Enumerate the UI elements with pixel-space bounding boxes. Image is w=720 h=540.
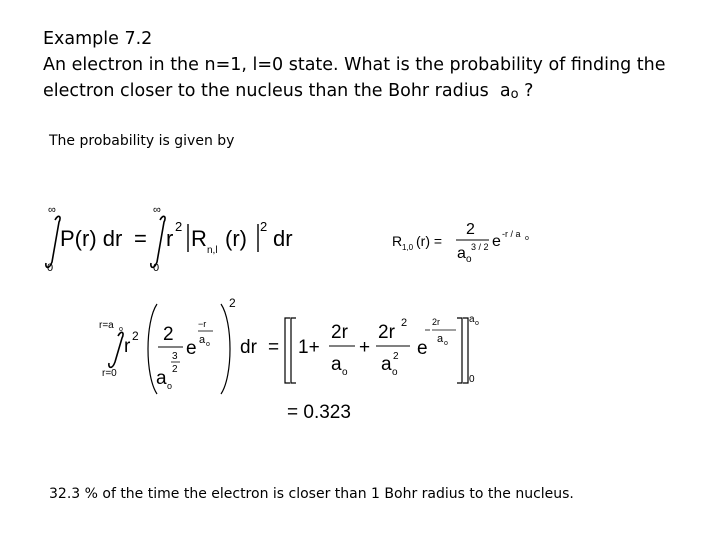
numerator-2: 2: [163, 324, 174, 345]
r10-numerator: 2: [466, 221, 475, 238]
exponent-2r-denominator-sub: o: [444, 340, 448, 347]
exponential-e: e: [186, 338, 197, 359]
integral-1-lower-limit: 0: [47, 262, 54, 274]
integral-2-upper-limit: ∞: [153, 204, 161, 216]
two-r-squared-numerator: 2r: [378, 322, 395, 343]
squared-exponent: 2: [229, 296, 236, 310]
upper-limit-r-equals: r=a: [99, 320, 114, 331]
question-line-1: An electron in the n=1, l=0 state. What is the probability of finding the: [43, 55, 666, 75]
question-line-2-text: electron closer to the nucleus than the Bohr radius a: [43, 81, 511, 101]
equals-sign-2: =: [268, 337, 280, 358]
integral-sign-2: [151, 216, 165, 267]
probability-integral-equation: [46, 204, 293, 274]
r10-exponent: -r / a: [502, 229, 521, 239]
integral-2-lower-limit: 0: [153, 262, 160, 274]
abs-squared-exponent: 2: [260, 219, 268, 234]
left-bracket-outer: [285, 318, 290, 383]
exponent-2r: 2r: [432, 317, 441, 327]
evaluation-upper-sub: o: [475, 320, 479, 327]
r10-denominator-sub: o: [466, 254, 472, 265]
dr-differential: dr: [273, 226, 293, 251]
radial-function-subscript: n,l: [207, 245, 218, 256]
question-line-2-end: ?: [518, 81, 534, 101]
integral-sign-1: [46, 216, 60, 267]
integral-sign-3: [109, 332, 123, 367]
right-bracket-inner: [457, 318, 462, 383]
left-bracket-inner: [291, 318, 296, 383]
denominator-exponent-2: 2: [172, 364, 178, 375]
probability-evaluation: [99, 296, 479, 423]
a-squared-denominator-sub: o: [392, 367, 398, 378]
exponent-2r-denominator-a: a: [437, 333, 444, 345]
denominator-exponent-3: 3: [172, 351, 178, 362]
right-bracket-outer: [463, 318, 468, 383]
denominator-a: a: [156, 368, 167, 389]
r-variable-2: r: [124, 336, 131, 357]
exponent-a: a: [199, 334, 206, 346]
two-r-numerator: 2r: [331, 322, 348, 343]
r10-denominator-exponent: 3 / 2: [471, 242, 489, 252]
lower-limit-r-equals-zero: r=0: [102, 368, 117, 379]
conclusion-text: 32.3 % of the time the electron is closer than 1 Bohr radius to the nucleus.: [49, 486, 574, 502]
radial-function-r: R: [191, 226, 207, 251]
one-plus: 1+: [298, 337, 320, 358]
p-of-r-dr: P(r) dr: [60, 226, 123, 251]
a-squared-denominator: a: [381, 354, 392, 375]
plus-sign: +: [359, 337, 371, 358]
upper-limit-sub: o: [119, 326, 123, 333]
two-r-denominator-sub: o: [342, 367, 348, 378]
evaluation-lower-zero: 0: [469, 374, 475, 385]
r10-denominator-a: a: [457, 245, 466, 262]
bohr-radius-subscript: o: [510, 87, 519, 102]
evaluation-upper-a: a: [469, 314, 475, 325]
a-squared-denominator-exponent: 2: [393, 351, 399, 362]
radial-wavefunction-definition: [392, 221, 529, 265]
exponential-e-2: e: [417, 338, 428, 359]
example-heading: Example 7.2: [43, 29, 153, 49]
dr-differential-2: dr: [240, 337, 257, 358]
r-variable: r: [166, 226, 174, 251]
integral-1-upper-limit: ∞: [48, 204, 56, 216]
equals-sign-1: =: [134, 226, 147, 251]
r-squared-exponent-2: 2: [132, 329, 139, 343]
two-r-squared-exponent: 2: [401, 317, 408, 329]
r-squared-exponent: 2: [175, 219, 183, 234]
denominator-a-sub: o: [167, 381, 173, 391]
r10-exponential-e: e: [492, 233, 501, 250]
two-r-denominator-a: a: [331, 354, 342, 375]
r10-exponent-sub: o: [525, 235, 529, 242]
intro-text: The probability is given by: [49, 133, 235, 149]
radial-function-argument: (r): [225, 226, 247, 251]
exponent-a-sub: o: [206, 341, 210, 348]
r10-label: R: [392, 233, 403, 249]
numerical-result: = 0.323: [287, 402, 351, 423]
r10-subscript: 1,0: [402, 243, 414, 252]
r10-argument: (r) =: [416, 233, 443, 249]
exponent-minus-r: −r: [198, 319, 207, 329]
right-paren: [221, 304, 230, 394]
